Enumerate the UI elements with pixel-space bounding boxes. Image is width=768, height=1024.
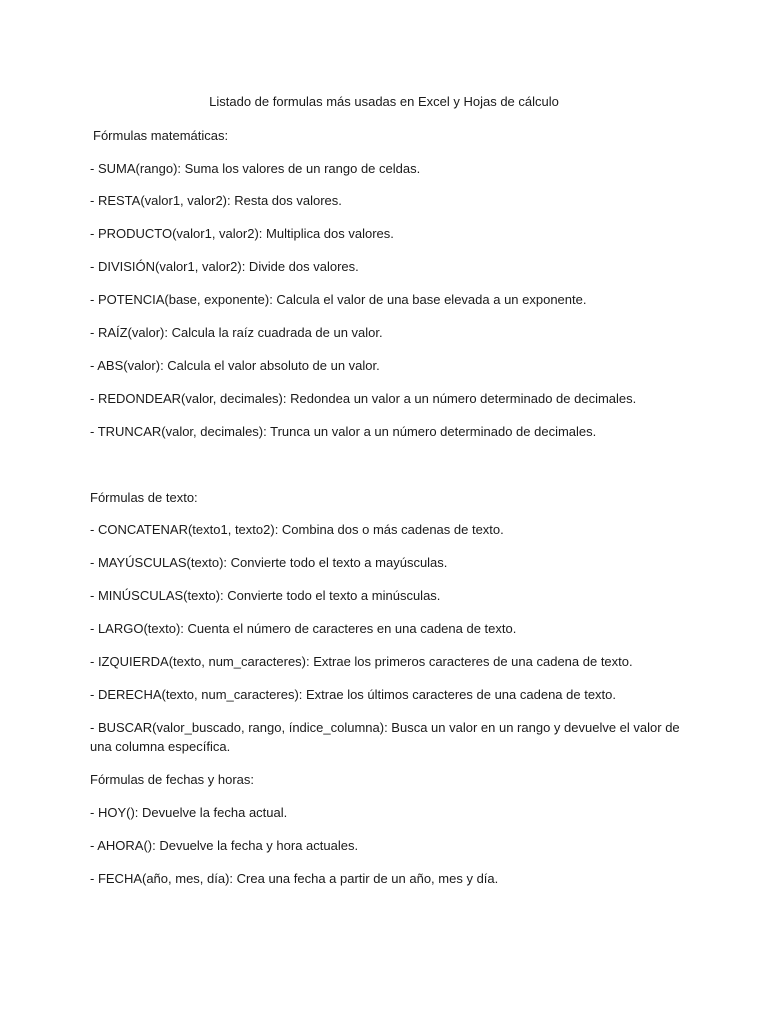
list-item: - AHORA(): Devuelve la fecha y hora actuales. [90, 838, 359, 853]
list-item: - MAYÚSCULAS(texto): Convierte todo el texto a mayúsculas. [90, 555, 448, 570]
list-item: - PRODUCTO(valor1, valor2): Multiplica dos valores. [90, 226, 394, 241]
list-item: - POTENCIA(base, exponente): Calcula el valor de una base elevada a un exponente. [90, 292, 587, 307]
list-item: - DERECHA(texto, num_caracteres): Extrae los últimos caracteres de una cadena de texto. [90, 687, 617, 702]
list-item: - IZQUIERDA(texto, num_caracteres): Extrae los primeros caracteres de una cadena de texto. [90, 654, 633, 669]
list-item: - MINÚSCULAS(texto): Convierte todo el texto a minúsculas. [90, 588, 441, 603]
list-item: - RESTA(valor1, valor2): Resta dos valores. [90, 193, 342, 208]
section-heading-math: Fórmulas matemáticas: [93, 128, 229, 143]
section-heading-dates: Fórmulas de fechas y horas: [90, 772, 255, 787]
list-item: - FECHA(año, mes, día): Crea una fecha a partir de un año, mes y día. [90, 871, 499, 886]
list-item: - BUSCAR(valor_buscado, rango, índice_columna): Busca un valor en un rango y devuelve el valor de una columna específica. [90, 720, 680, 754]
list-item: - DIVISIÓN(valor1, valor2): Divide dos valores. [90, 259, 359, 274]
list-item: - REDONDEAR(valor, decimales): Redondea un valor a un número determinado de decimales. [90, 391, 637, 406]
list-item: - SUMA(rango): Suma los valores de un rango de celdas. [90, 161, 421, 176]
list-item: - HOY(): Devuelve la fecha actual. [90, 805, 288, 820]
section-heading-text: Fórmulas de texto: [90, 490, 198, 505]
list-item: - LARGO(texto): Cuenta el número de caracteres en una cadena de texto. [90, 621, 517, 636]
list-item: - ABS(valor): Calcula el valor absoluto de un valor. [90, 358, 380, 373]
list-item: - RAÍZ(valor): Calcula la raíz cuadrada de un valor. [90, 325, 383, 340]
document-title: Listado de formulas más usadas en Excel y Hojas de cálculo [209, 94, 559, 109]
list-item: - CONCATENAR(texto1, texto2): Combina dos o más cadenas de texto. [90, 522, 504, 537]
list-item: - TRUNCAR(valor, decimales): Trunca un valor a un número determinado de decimales. [90, 424, 597, 439]
